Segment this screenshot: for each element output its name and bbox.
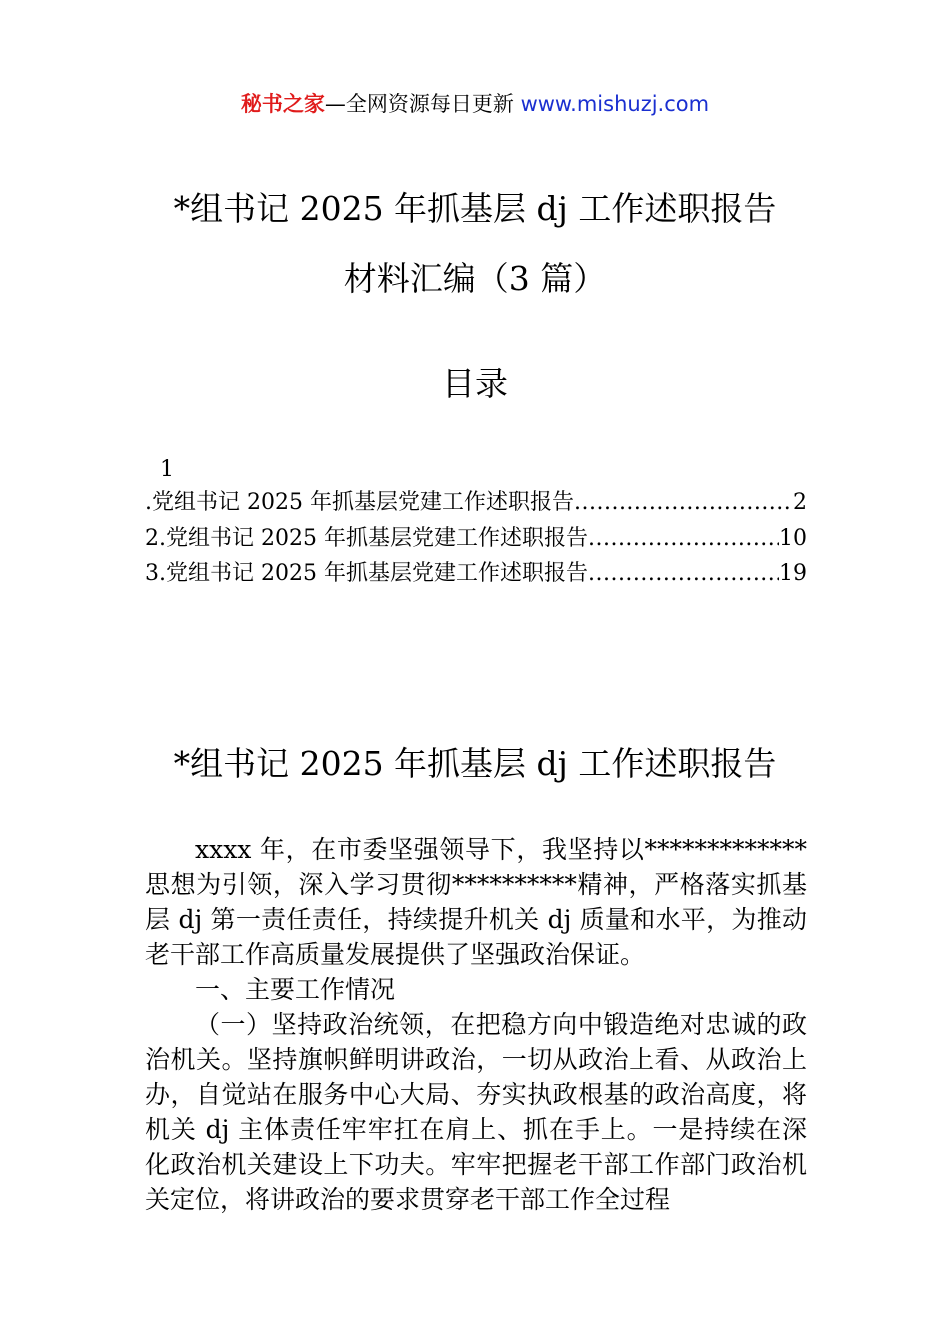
site-banner — [0, 88, 950, 120]
document-title-line-1: *组书记 2025 年抓基层 dj 工作述职报告 — [173, 189, 777, 228]
body-text — [145, 832, 807, 1217]
toc-leader-dots — [574, 486, 793, 520]
section-title: *组书记 2025 年抓基层 dj 工作述职报告 — [173, 744, 777, 783]
toc-heading: 目录 — [442, 364, 508, 403]
toc-item-1[interactable] — [145, 486, 807, 520]
site-url-link[interactable]: www.mishuzj.com — [520, 92, 710, 116]
banner-tagline: —全网资源每日更新 — [324, 92, 521, 116]
toc-item-number: 1 — [160, 457, 174, 482]
toc-item-page: 10 — [779, 526, 807, 551]
body-paragraph-political: （一）坚持政治统领，在把稳方向中锻造绝对忠诚的政治机关。坚持旗帜鲜明讲政治，一切从政治上看、从政治上办，自觉站在服务中心大局、夯实执政根基的政治高度，将机关 dj 主体责任牢牢扛在肩上、抓在手上。一是持续在深化政治机关建设上下功夫。牢牢把握老干部工作部门政治机关定位，将讲政治的要求贯穿老干部工作全过程 — [145, 1010, 807, 1214]
toc-item-3[interactable] — [145, 557, 807, 591]
toc-item-label: 3.党组书记 2025 年抓基层党建工作述职报告 — [145, 561, 588, 586]
document-title-line-2: 材料汇编（3 篇） — [343, 259, 607, 298]
brand-name: 秘书之家 — [240, 92, 325, 116]
toc-item-2[interactable] — [145, 522, 807, 556]
toc-item-page: 19 — [779, 561, 807, 586]
body-paragraph-intro: xxxx 年，在市委坚强领导下，我坚持以*************思想为引领，深入学习贯彻**********精神，严格落实抓基层 dj 第一责任责任，持续提升机关 dj 质量和水平，为推动老干部工作高质量发展提供了坚强政治保证。 — [145, 835, 807, 969]
toc-item-label: .党组书记 2025 年抓基层党建工作述职报告 — [145, 490, 574, 515]
body-heading-main-work: 一、主要工作情况 — [195, 975, 396, 1004]
toc-leader-dots — [588, 557, 779, 591]
toc-item-label: 2.党组书记 2025 年抓基层党建工作述职报告 — [145, 526, 588, 551]
toc-leader-dots — [588, 522, 779, 556]
toc-item-page: 2 — [793, 490, 807, 515]
